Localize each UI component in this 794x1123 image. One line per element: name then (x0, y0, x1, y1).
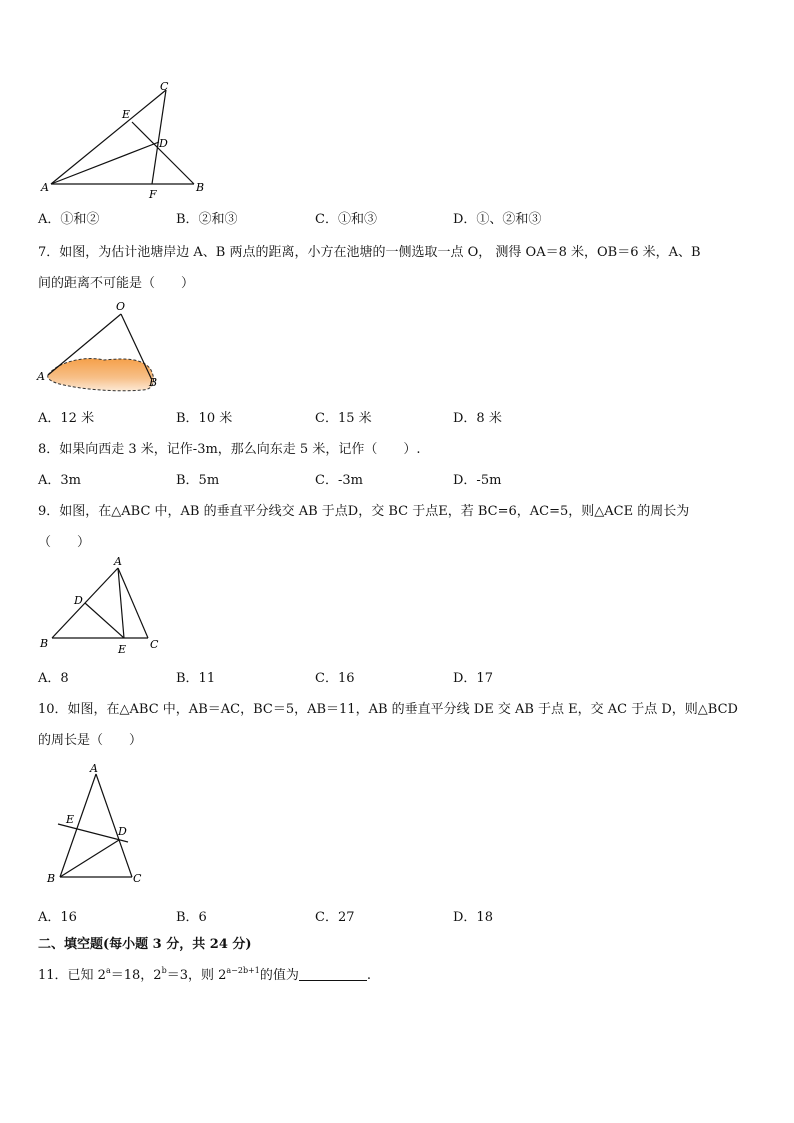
q6-label-e: E (122, 108, 131, 121)
q9-option-c[interactable]: C．16 (315, 671, 355, 686)
q11-suffix: 的值为 (259, 968, 299, 983)
q9-option-b[interactable]: B．11 (176, 671, 216, 686)
q11-prefix: 11．已知 2 (38, 968, 106, 983)
q10-option-c[interactable]: C．27 (315, 910, 355, 925)
q7-stem-line1: 7．如图，为估计池塘岸边 A、B 两点的距离，小方在池塘的一侧选取一点 O， 测得 OA＝8 米，OB＝6 米，A、B (38, 245, 701, 260)
q9-stem-line2: （ ） (38, 535, 91, 550)
q10-stem-line1: 10．如图，在△ABC 中，AB＝AC，BC＝5，AB＝11，AB 的垂直平分线 DE 交 AB 于点 E，交 AC 于点 D，则△BCD (38, 702, 738, 717)
q9-label-d: D (74, 594, 83, 607)
q6-figure (36, 80, 216, 202)
q10-figure (44, 760, 154, 890)
q9-figure (36, 554, 166, 658)
q9-label-a: A (114, 555, 122, 568)
q6-label-a: A (41, 181, 49, 194)
q6-label-f: F (149, 188, 157, 201)
q10-option-a[interactable]: A．16 (38, 910, 77, 925)
q7-label-a: A (37, 370, 45, 383)
q9-option-d[interactable]: D．17 (453, 671, 493, 686)
q6-option-c[interactable]: C．①和③ (315, 212, 377, 227)
q10-label-d: D (118, 825, 127, 838)
q6-option-b[interactable]: B．②和③ (176, 212, 238, 227)
q11-exp-b: b (161, 966, 167, 975)
q9-option-a[interactable]: A．8 (38, 671, 69, 686)
q10-label-c: C (133, 872, 142, 885)
q11-exp-a: a (105, 966, 111, 975)
q9-label-e: E (118, 643, 127, 656)
q6-option-a[interactable]: A．①和② (38, 212, 100, 227)
q7-label-o: O (116, 300, 126, 313)
q11-stem (38, 964, 371, 983)
q11-answer-blank[interactable] (299, 968, 367, 981)
q8-option-d[interactable]: D．-5m (453, 473, 502, 488)
q7-figure (34, 298, 164, 396)
q10-option-b[interactable]: B．6 (176, 910, 207, 925)
q8-option-b[interactable]: B．5m (176, 473, 220, 488)
q7-label-b: B (149, 376, 158, 389)
q7-option-d[interactable]: D．8 米 (453, 411, 502, 426)
q7-option-a[interactable]: A．12 米 (38, 411, 95, 426)
q6-label-b: B (196, 181, 205, 194)
q10-option-d[interactable]: D．18 (453, 910, 493, 925)
q8-option-c[interactable]: C．-3m (315, 473, 363, 488)
q9-label-c: C (150, 638, 159, 651)
q6-label-c: C (160, 80, 169, 93)
q11-end: . (366, 968, 372, 983)
section-heading: 二、填空题(每小题 3 分，共 24 分) (38, 937, 252, 952)
q6-option-d[interactable]: D．①、②和③ (453, 212, 542, 227)
q11-exp-expr: a−2b+1 (226, 966, 260, 975)
q11-mid2: ＝3，则 2 (166, 968, 227, 983)
q7-option-b[interactable]: B．10 米 (176, 411, 233, 426)
q7-option-c[interactable]: C．15 米 (315, 411, 372, 426)
q10-label-a: A (90, 762, 98, 775)
q9-stem-line1: 9．如图，在△ABC 中，AB 的垂直平分线交 AB 于点D，交 BC 于点E，若 BC=6，AC=5，则△ACE 的周长为 (38, 504, 690, 519)
q8-stem: 8．如果向西走 3 米，记作-3m，那么向东走 5 米，记作（ ）. (38, 442, 421, 457)
q10-label-b: B (47, 872, 56, 885)
q10-label-e: E (66, 813, 75, 826)
q9-label-b: B (40, 637, 49, 650)
q10-stem-line2: 的周长是（ ） (38, 733, 143, 748)
q6-label-d: D (159, 137, 168, 150)
q7-stem-line2: 间的距离不可能是（ ） (38, 276, 195, 291)
q11-mid1: ＝18，2 (110, 968, 162, 983)
q8-option-a[interactable]: A．3m (38, 473, 81, 488)
